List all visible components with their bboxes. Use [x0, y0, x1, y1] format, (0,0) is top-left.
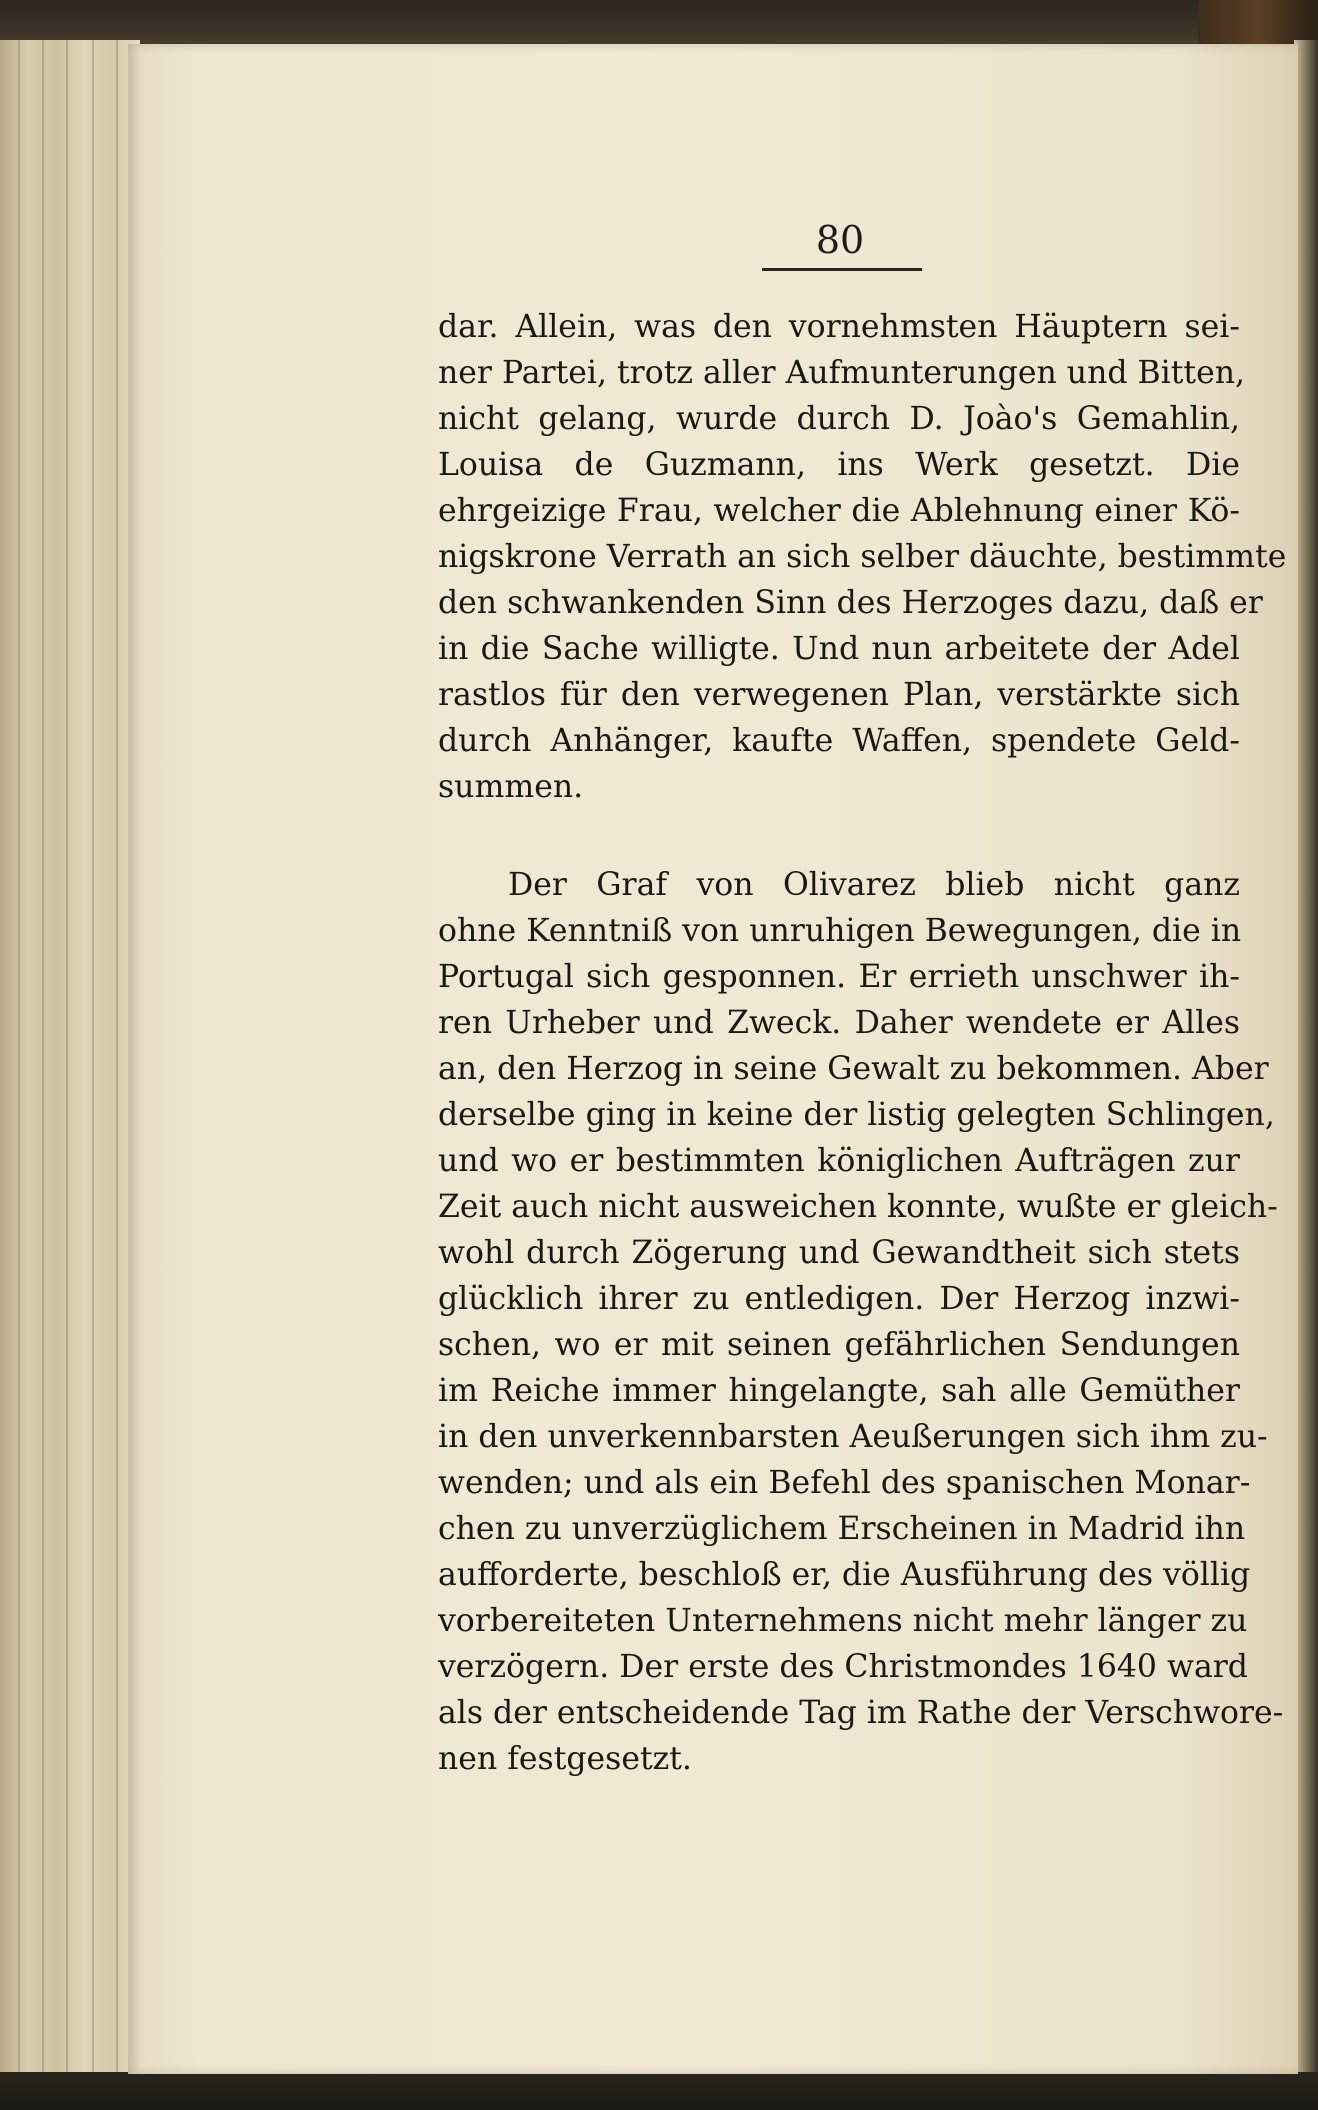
text-line: nen festgesetzt. [438, 1741, 692, 1777]
page-edge-line [18, 40, 20, 2080]
paragraph-1 [438, 304, 1287, 810]
text-line: wenden; und als ein Befehl des spanischen Monar- [438, 1465, 1251, 1501]
text-line: Zeit auch nicht ausweichen konnte, wußte er gleich- [438, 1189, 1278, 1225]
text-line: verzögern. Der erste des Christmondes 1640 ward [438, 1649, 1248, 1685]
text-line: ner Partei, trotz aller Aufmunterungen und Bitten, [438, 355, 1246, 391]
text-line: den schwankenden Sinn des Herzoges dazu, daß er [438, 585, 1263, 621]
text-line: Der Graf von Olivarez blieb nicht ganz [508, 867, 1240, 903]
book-top-edge [0, 0, 1318, 48]
text-line: dar. Allein, was den vornehmsten Häuptern sei- [438, 309, 1240, 345]
text-line: Louisa de Guzmann, ins Werk gesetzt. Die [438, 447, 1240, 483]
text-line: im Reiche immer hingelangte, sah alle Gemüther [438, 1373, 1240, 1409]
text-line: derselbe ging in keine der listig gelegten Schlingen, [438, 1097, 1275, 1133]
text-line: an, den Herzog in seine Gewalt zu bekommen. Aber [438, 1051, 1269, 1087]
text-line: schen, wo er mit seinen gefährlichen Sendungen [438, 1327, 1240, 1363]
page-number: 80 [815, 218, 865, 262]
text-line: summen. [438, 769, 584, 805]
text-line: chen zu unverzüglichem Erscheinen in Madrid ihn [438, 1511, 1246, 1547]
page-edges-stack [0, 40, 140, 2080]
text-line: vorbereiteten Unternehmens nicht mehr länger zu [438, 1603, 1248, 1639]
text-line: nigskrone Verrath an sich selber däuchte, bestimmte [438, 539, 1287, 575]
page-edge-line [92, 40, 94, 2080]
text-line: glücklich ihrer zu entledigen. Der Herzog inzwi- [438, 1281, 1240, 1317]
book-bottom-edge [0, 2072, 1318, 2110]
page-edge-line [116, 40, 118, 2080]
text-line: als der entscheidende Tag im Rathe der Verschwore- [438, 1695, 1284, 1731]
text-line: ren Urheber und Zweck. Daher wendete er Alles [438, 1005, 1240, 1041]
text-line: aufforderte, beschloß er, die Ausführung des völlig [438, 1557, 1251, 1593]
text-line: Portugal sich gesponnen. Er errieth unschwer ih- [438, 959, 1240, 995]
page-edge-line [42, 40, 44, 2080]
text-line: in den unverkennbarsten Aeußerungen sich ihm zu- [438, 1419, 1268, 1455]
text-line: durch Anhänger, kaufte Waffen, spendete Geld- [438, 723, 1240, 759]
text-line: nicht gelang, wurde durch D. Joào's Gemahlin, [438, 401, 1240, 437]
text-line: und wo er bestimmten königlichen Aufträgen zur [438, 1143, 1240, 1179]
text-line: ehrgeizige Frau, welcher die Ablehnung einer Kö- [438, 493, 1240, 529]
text-line: in die Sache willigte. Und nun arbeitete der Adel [438, 631, 1240, 667]
page-number-rule [762, 268, 922, 271]
page-edge-line [66, 40, 68, 2080]
text-line: wohl durch Zögerung und Gewandtheit sich stets [438, 1235, 1240, 1271]
text-line: rastlos für den verwegenen Plan, verstärkte sich [438, 677, 1240, 713]
paragraph-2 [438, 862, 1284, 1782]
text-line: ohne Kenntniß von unruhigen Bewegungen, die in [438, 913, 1242, 949]
